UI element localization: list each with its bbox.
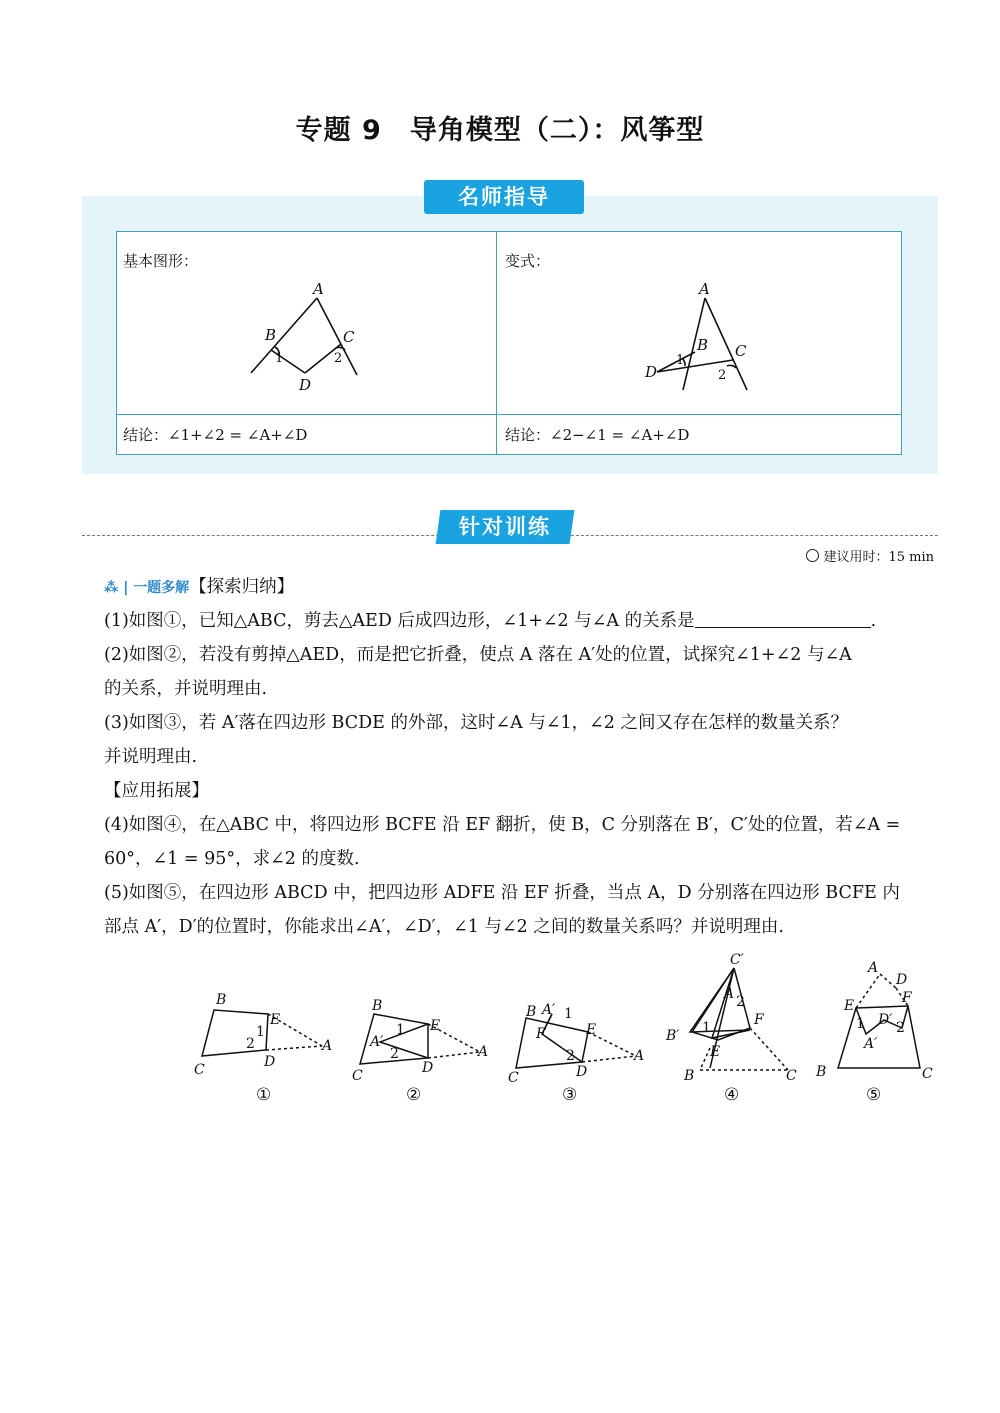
- label-A: A: [313, 280, 324, 298]
- question-4: (4)如图④，在△ABC 中，将四边形 BCFE 沿 EF 翻折，使 B，C 分别落在 B′，C′处的位置，若∠A =: [104, 815, 901, 835]
- fig3-label-2: 2: [566, 1048, 575, 1064]
- fig4-label-B: B: [684, 1068, 695, 1084]
- suggested-time: [806, 546, 934, 565]
- figures-row: [180, 948, 960, 1108]
- fig4-label-Bprime: B′: [666, 1028, 680, 1044]
- divider-horizontal: [117, 414, 901, 415]
- guide-table: [116, 231, 902, 455]
- fig1-label-C: C: [194, 1062, 205, 1078]
- fig3-label-Aprime: A′: [542, 1002, 556, 1018]
- fig5-label-2: 2: [896, 1020, 905, 1036]
- question-1-end: .: [870, 611, 877, 631]
- clock-icon: [806, 549, 819, 562]
- fig4-label-F: F: [754, 1012, 764, 1028]
- question-2-cont: 的关系，并说明理由.: [104, 679, 268, 699]
- topic-name: 导角模型（二）：风筝型: [409, 115, 705, 146]
- fig4-label-Cprime: C′: [730, 952, 744, 968]
- question-2: (2)如图②，若没有剪掉△AED，而是把它折叠，使点 A 落在 A′处的位置，试探究∠1+∠2 与∠A: [104, 645, 852, 665]
- fig4-label-2: 2: [736, 994, 745, 1010]
- fig2-label-Aprime: A′: [370, 1034, 384, 1050]
- fig3-label-F: F: [536, 1026, 546, 1042]
- fig5-label-B: B: [816, 1064, 827, 1080]
- fig5-label-Dprime: D′: [878, 1012, 893, 1028]
- fig5-label-A: A: [868, 960, 879, 976]
- variant-conclusion: 结论：∠2−∠1 = ∠A+∠D: [505, 426, 690, 444]
- fig2-label-2: 2: [390, 1046, 399, 1062]
- divider-vertical: [496, 232, 497, 454]
- fig5-label-1: 1: [856, 1016, 865, 1032]
- fig3-label-E: E: [586, 1022, 597, 1038]
- training-tab-label: 针对训练: [459, 515, 551, 539]
- fig1-label-B: B: [216, 992, 227, 1008]
- fig1-label-E: E: [270, 1012, 281, 1028]
- angle-mark-2: [336, 347, 345, 350]
- page-title: [0, 108, 1000, 147]
- basic-conclusion: 结论：∠1+∠2 = ∠A+∠D: [123, 426, 308, 444]
- fig4-label-E: E: [710, 1044, 721, 1060]
- figure-4: [690, 968, 788, 1070]
- label-D: D: [299, 376, 312, 394]
- fig1-label-1: 1: [256, 1024, 265, 1040]
- fig2-label-C: C: [352, 1068, 363, 1084]
- figure-3: [516, 1014, 636, 1068]
- fig5-label-E: E: [844, 998, 855, 1014]
- label-angle-1: 1: [676, 353, 685, 368]
- basic-figure-diagram: [237, 278, 377, 398]
- fig1-caption: ①: [256, 1085, 272, 1105]
- label-B: B: [697, 336, 709, 354]
- fig3-caption: ③: [562, 1085, 578, 1105]
- fig2-label-D: D: [422, 1060, 434, 1076]
- variant-figure-diagram: [637, 278, 787, 398]
- variant-figure-label: 变式：: [505, 252, 551, 270]
- fig5-caption: ⑤: [866, 1085, 882, 1105]
- fig2-label-A: A: [478, 1044, 489, 1060]
- fig4-label-C: C: [786, 1068, 797, 1084]
- label-angle-2: 2: [334, 351, 343, 366]
- fig1-label-2: 2: [246, 1036, 255, 1052]
- line-ab: [251, 298, 317, 373]
- question-4-cont: 60°，∠1 = 95°，求∠2 的度数.: [104, 849, 360, 869]
- question-1-text: (1)如图①，已知△ABC，剪去△AED 后成四边形，∠1+∠2 与∠A 的关系是: [104, 611, 695, 631]
- answer-blank[interactable]: [695, 609, 871, 628]
- fig5-label-C: C: [922, 1066, 933, 1082]
- explore-heading: 【探索归纳】: [189, 577, 295, 597]
- fig3-label-A: A: [634, 1048, 645, 1064]
- question-3-cont: 并说明理由.: [104, 747, 198, 767]
- fig2-label-B: B: [372, 998, 383, 1014]
- fig3-label-B: B: [526, 1004, 537, 1020]
- label-D: D: [645, 363, 658, 381]
- fig5-label-D: D: [896, 972, 908, 988]
- training-tab: [436, 510, 575, 544]
- question-3: (3)如图③，若 A′落在四边形 BCDE 的外部，这时∠A 与∠1，∠2 之间又存在怎样的数量关系？: [104, 713, 848, 733]
- fig2-label-1: 1: [396, 1022, 405, 1038]
- label-A: A: [699, 280, 710, 298]
- label-angle-2: 2: [718, 368, 727, 383]
- suggested-time-text: 建议用时：15 min: [823, 550, 934, 565]
- fig4-label-1: 1: [702, 1020, 711, 1036]
- label-C: C: [735, 342, 747, 360]
- fig3-label-D: D: [576, 1064, 588, 1080]
- fig5-label-Aprime: A′: [864, 1036, 878, 1052]
- label-B: B: [265, 326, 277, 344]
- multi-solution-tag: ⁂ | 一题多解: [104, 580, 190, 596]
- topic-number: 专题 9: [295, 115, 382, 146]
- explore-heading-line: [104, 570, 938, 605]
- question-5: (5)如图⑤，在四边形 ABCD 中，把四边形 ADFE 沿 EF 折叠，当点 A，D 分别落在四边形 BCFE 内: [104, 883, 900, 903]
- multi-solution-text: 一题多解: [133, 580, 190, 596]
- fig4-label-A: A: [724, 986, 735, 1002]
- guide-tab: 名师指导: [424, 180, 584, 214]
- fig1-label-A: A: [322, 1038, 333, 1054]
- fig3-label-1: 1: [564, 1006, 573, 1022]
- fig3-label-C: C: [508, 1070, 519, 1086]
- fig5-label-F: F: [902, 990, 912, 1006]
- fig2-label-E: E: [430, 1018, 441, 1034]
- label-angle-1: 1: [275, 351, 284, 366]
- fig2-caption: ②: [406, 1085, 422, 1105]
- question-5-cont: 部点 A′，D′的位置时，你能求出∠A′，∠D′，∠1 与∠2 之间的数量关系吗？并说明理由.: [104, 917, 784, 937]
- basic-figure-label: 基本图形：: [123, 252, 199, 270]
- angle-mark-2: [727, 365, 736, 368]
- question-1: [104, 604, 938, 638]
- label-C: C: [343, 328, 355, 346]
- fig1-label-D: D: [264, 1054, 276, 1070]
- apply-heading: 【应用拓展】: [104, 781, 209, 801]
- fig4-caption: ④: [724, 1085, 740, 1105]
